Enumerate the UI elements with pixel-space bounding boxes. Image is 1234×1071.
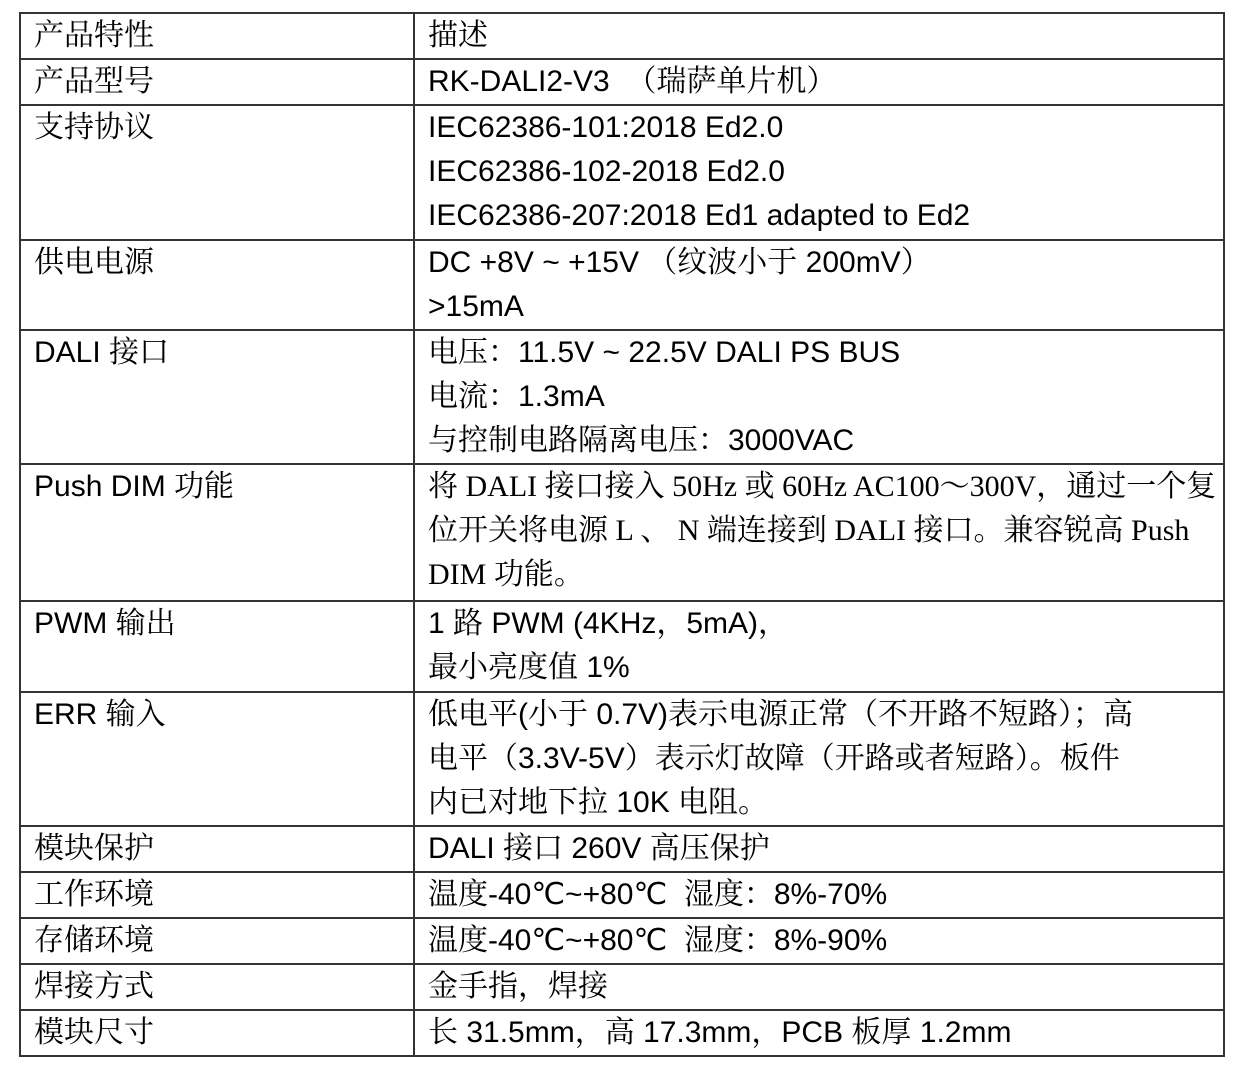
feature-cell: [20, 330, 414, 464]
header-feature-label: 产品特性: [34, 19, 154, 52]
header-description-label: 描述: [428, 19, 488, 52]
feature-cell: [20, 59, 414, 105]
table-row: [20, 240, 1224, 330]
description-line: IEC62386-101:2018 Ed2.0: [428, 111, 784, 144]
description-line: 将 DALI 接口接入 50Hz 或 60Hz AC100～300V，通过一个复: [428, 470, 1217, 503]
feature-label: 供电电源: [34, 246, 154, 279]
feature-label: Push DIM 功能: [34, 470, 235, 503]
table-row: [20, 59, 1224, 105]
feature-label: 模块尺寸: [34, 1016, 154, 1049]
table-row: [20, 826, 1224, 872]
table-row: [20, 105, 1224, 240]
table-row: [20, 601, 1224, 692]
description-line: IEC62386-207:2018 Ed1 adapted to Ed2: [428, 199, 971, 232]
description-cell: [414, 330, 1224, 464]
feature-cell: [20, 826, 414, 872]
table-row: [20, 464, 1224, 601]
description-cell: [414, 964, 1224, 1010]
table-row: [20, 918, 1224, 964]
feature-cell: [20, 601, 414, 692]
description-line: 内已对地下拉 10K 电阻。: [428, 786, 769, 819]
description-line: IEC62386-102-2018 Ed2.0: [428, 155, 785, 188]
description-cell: [414, 464, 1224, 601]
description-line: 低电平(小于 0.7V)表示电源正常（不开路不短路）；高: [428, 698, 1134, 731]
feature-label: DALI 接口: [34, 336, 170, 369]
description-line: 1 路 PWM (4KHz，5mA)，: [428, 607, 789, 640]
feature-label: 工作环境: [34, 878, 154, 911]
description-line: DC +8V ~ +15V （纹波小于 200mV）: [428, 246, 931, 279]
feature-label: 存储环境: [34, 924, 154, 957]
description-cell: [414, 826, 1224, 872]
feature-label: 模块保护: [34, 832, 154, 865]
table-row: [20, 872, 1224, 918]
feature-cell: [20, 1010, 414, 1056]
description-cell: [414, 1010, 1224, 1056]
description-line: 温度-40℃~+80℃ 湿度：8%-70%: [428, 878, 888, 911]
description-cell: [414, 105, 1224, 240]
feature-label: 支持协议: [34, 111, 154, 144]
description-line: 最小亮度值 1%: [428, 651, 630, 684]
description-cell: [414, 240, 1224, 330]
description-line: 与控制电路隔离电压：3000VAC: [428, 424, 855, 457]
description-cell: [414, 601, 1224, 692]
description-line: DALI 接口 260V 高压保护: [428, 832, 770, 865]
table-header-row: [20, 13, 1224, 59]
description-line: 位开关将电源 L 、 N 端连接到 DALI 接口。兼容锐高 Push: [428, 514, 1190, 547]
feature-cell: [20, 872, 414, 918]
feature-label: PWM 输出: [34, 607, 176, 640]
feature-cell: [20, 105, 414, 240]
description-line: 电平（3.3V-5V）表示灯故障（开路或者短路）。板件: [428, 742, 1120, 775]
feature-cell: [20, 240, 414, 330]
feature-cell: [20, 918, 414, 964]
description-line: 长 31.5mm，高 17.3mm，PCB 板厚 1.2mm: [428, 1016, 1012, 1049]
feature-label: 产品型号: [34, 65, 154, 98]
description-cell: [414, 918, 1224, 964]
description-line: 电压：11.5V ~ 22.5V DALI PS BUS: [428, 336, 901, 369]
description-line: 电流：1.3mA: [428, 380, 605, 413]
description-line: 温度-40℃~+80℃ 湿度：8%-90%: [428, 924, 888, 957]
table-row: [20, 692, 1224, 826]
feature-cell: [20, 692, 414, 826]
table-row: [20, 330, 1224, 464]
product-spec-table: [19, 12, 1225, 1057]
description-line: DIM 功能。: [428, 558, 584, 591]
feature-cell: [20, 464, 414, 601]
header-feature-cell: [20, 13, 414, 59]
description-line: 金手指，焊接: [428, 970, 608, 1003]
feature-label: ERR 输入: [34, 698, 166, 731]
description-cell: [414, 872, 1224, 918]
feature-cell: [20, 964, 414, 1010]
description-line: RK-DALI2-V3 （瑞萨单片机）: [428, 65, 837, 98]
table-row: [20, 1010, 1224, 1056]
header-description-cell: [414, 13, 1224, 59]
description-cell: [414, 692, 1224, 826]
table-row: [20, 964, 1224, 1010]
feature-label: 焊接方式: [34, 970, 154, 1003]
description-line: >15mA: [428, 290, 524, 323]
description-cell: [414, 59, 1224, 105]
